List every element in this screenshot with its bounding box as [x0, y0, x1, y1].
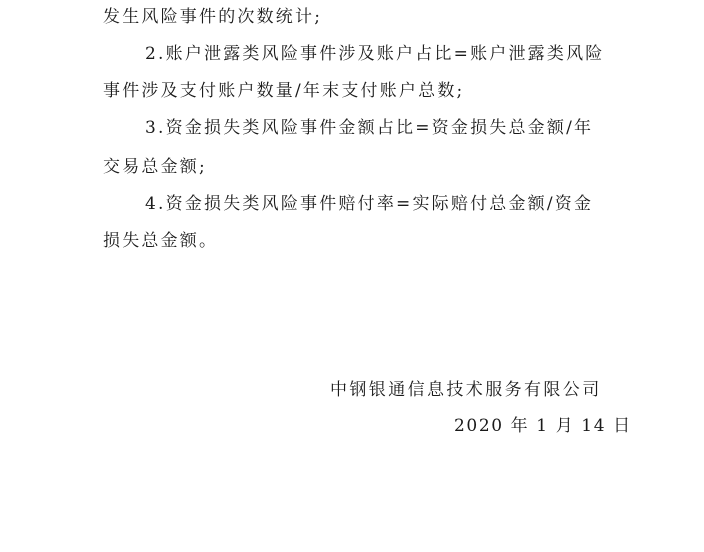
- body-line-3: 事件涉及支付账户数量/年末支付账户总数;: [103, 81, 465, 101]
- body-line-4-item-3: 3.资金损失类风险事件金额占比=资金损失总金额/年: [145, 118, 594, 138]
- body-line-7: 损失总金额。: [103, 231, 219, 251]
- signature-company: 中钢银通信息技术服务有限公司: [330, 380, 602, 400]
- body-line-6-item-4: 4.资金损失类风险事件赔付率=实际赔付总金额/资金: [145, 194, 594, 214]
- body-line-5: 交易总金额;: [103, 157, 207, 177]
- body-line-1: 发生风险事件的次数统计;: [103, 7, 323, 27]
- body-line-2-item-2: 2.账户泄露类风险事件涉及账户占比=账户泄露类风险: [145, 44, 605, 64]
- signature-date: 2020 年 1 月 14 日: [454, 416, 632, 436]
